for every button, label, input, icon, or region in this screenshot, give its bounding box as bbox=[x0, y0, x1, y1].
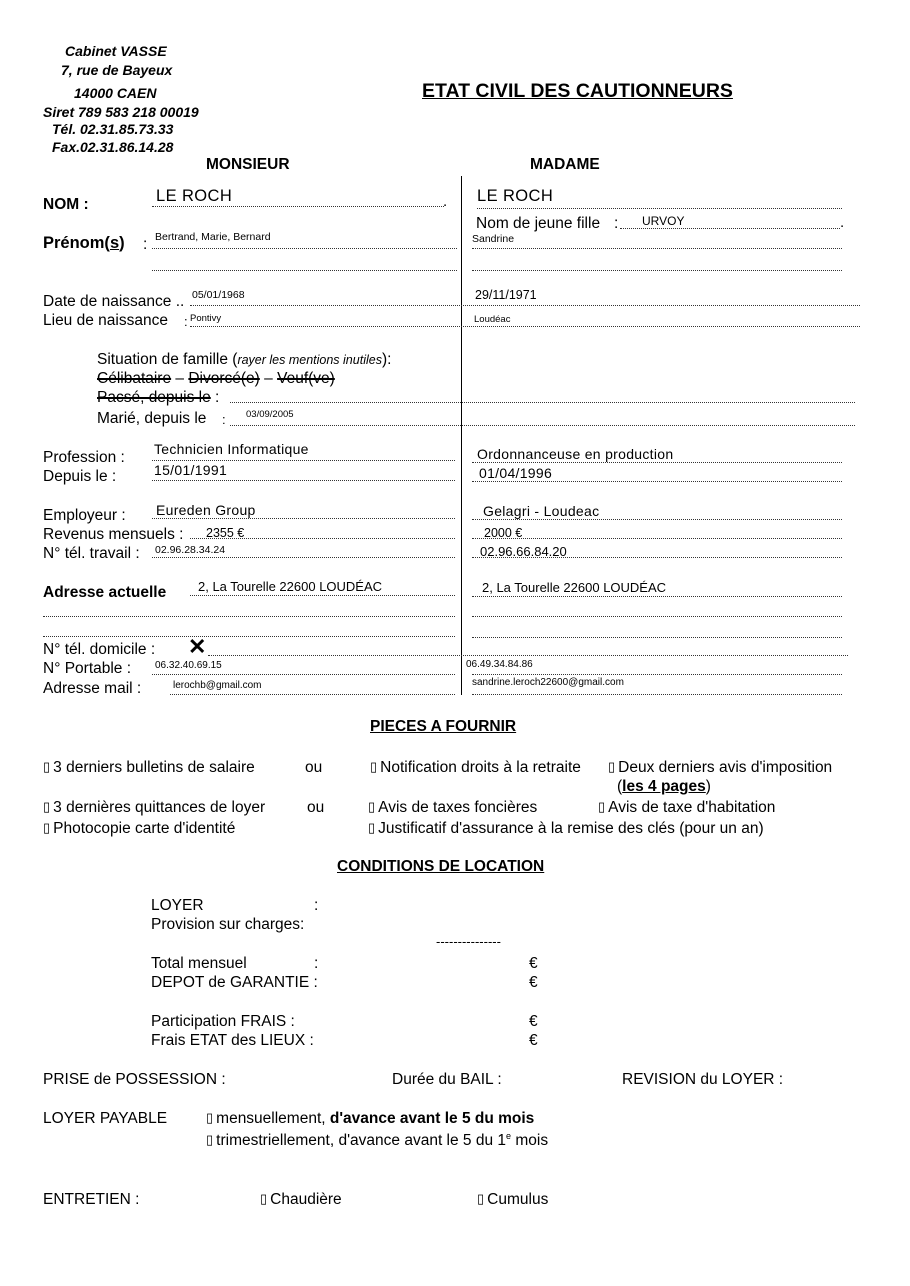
checkbox-quittances[interactable]: ▯ 3 dernières quittances de loyer bbox=[43, 799, 265, 817]
situation-options: Célibataire – Divorcé(e) – Veuf(ve) bbox=[97, 370, 335, 387]
label-tel-travail: N° tél. travail : bbox=[43, 545, 140, 562]
cabinet-street: 7, rue de Bayeux bbox=[61, 62, 173, 78]
label-participation: Participation FRAIS : bbox=[151, 1013, 295, 1030]
cabinet-city: 14000 CAEN bbox=[74, 85, 157, 101]
monsieur-profession[interactable]: Technicien Informatique bbox=[154, 441, 309, 457]
label-depot: DEPOT de GARANTIE : bbox=[151, 974, 318, 991]
label-nom-jeune-fille: Nom de jeune fille bbox=[476, 215, 601, 232]
label-employeur: Employeur : bbox=[43, 507, 126, 524]
label-adresse: Adresse actuelle bbox=[43, 584, 167, 601]
option-divorce[interactable]: Divorcé(e) bbox=[188, 370, 260, 387]
label-mail: Adresse mail : bbox=[43, 680, 142, 697]
label-loyer: LOYER bbox=[151, 897, 204, 914]
checkbox-assurance[interactable]: ▯ Justificatif d'assurance à la remise des clés (pour un an) bbox=[368, 820, 764, 838]
checkbox-habitation[interactable]: ▯ Avis de taxe d'habitation bbox=[598, 799, 775, 817]
label-marie: Marié, depuis le bbox=[97, 410, 207, 427]
label-depuis: Depuis le : bbox=[43, 468, 117, 485]
label-revenus: Revenus mensuels : bbox=[43, 526, 184, 543]
monsieur-date-naissance[interactable]: 05/01/1968 bbox=[192, 289, 245, 301]
pieces-title: PIECES A FOURNIR bbox=[370, 718, 517, 735]
monsieur-revenus[interactable]: 2355 € bbox=[206, 526, 245, 540]
madame-adresse[interactable]: 2, La Tourelle 22600 LOUDÉAC bbox=[482, 580, 667, 595]
checkbox-foncieres[interactable]: ▯ Avis de taxes foncières bbox=[368, 799, 537, 817]
madame-nom-jeune-fille[interactable]: URVOY bbox=[642, 214, 685, 228]
monsieur-marie-depuis[interactable]: 03/09/2005 bbox=[246, 409, 294, 420]
madame-tel-travail[interactable]: 02.96.66.84.20 bbox=[480, 544, 567, 559]
madame-portable[interactable]: 06.49.34.84.86 bbox=[466, 659, 533, 670]
column-monsieur: MONSIEUR bbox=[206, 156, 290, 173]
label-loyer-payable: LOYER PAYABLE bbox=[43, 1110, 168, 1127]
cabinet-fax: Fax.02.31.86.14.28 bbox=[52, 139, 174, 155]
label-date-naissance: Date de naissance .. bbox=[43, 293, 185, 310]
option-pacse: Pacsé, depuis le : bbox=[97, 389, 220, 406]
label-total: Total mensuel bbox=[151, 955, 247, 972]
monsieur-adresse[interactable]: 2, La Tourelle 22600 LOUDÉAC bbox=[198, 579, 383, 594]
label-lieu-naissance: Lieu de naissance bbox=[43, 312, 168, 329]
madame-profession[interactable]: Ordonnanceuse en production bbox=[477, 446, 674, 462]
label-revision: REVISION du LOYER : bbox=[622, 1071, 784, 1088]
label-entretien: ENTRETIEN : bbox=[43, 1191, 140, 1208]
cabinet-siret: Siret 789 583 218 00019 bbox=[43, 104, 199, 120]
cabinet-name: Cabinet VASSE bbox=[65, 43, 167, 59]
label-frais-etat: Frais ETAT des LIEUX : bbox=[151, 1032, 314, 1049]
nom-line-m bbox=[152, 206, 444, 207]
checkbox-cumulus[interactable]: ▯ Cumulus bbox=[477, 1191, 548, 1209]
madame-nom[interactable]: LE ROCH bbox=[477, 187, 554, 205]
monsieur-nom[interactable]: LE ROCH bbox=[156, 187, 233, 205]
checkbox-trimestriel[interactable]: ▯ trimestriellement, d'avance avant le 5 du 1e mois bbox=[206, 1131, 548, 1150]
madame-prenoms[interactable]: Sandrine bbox=[472, 233, 515, 245]
madame-lieu-naissance[interactable]: Loudéac bbox=[474, 314, 511, 325]
cabinet-tel: Tél. 02.31.85.73.33 bbox=[52, 121, 174, 137]
option-veuf[interactable]: Veuf(ve) bbox=[277, 370, 335, 387]
label-duree-bail: Durée du BAIL : bbox=[392, 1071, 502, 1088]
checkbox-imposition[interactable]: ▯ Deux derniers avis d'imposition bbox=[608, 759, 832, 777]
total-separator: --------------- bbox=[436, 934, 501, 949]
monsieur-tel-domicile-cross: ✕ bbox=[188, 634, 207, 659]
column-madame: MADAME bbox=[530, 156, 600, 173]
madame-date-naissance[interactable]: 29/11/1971 bbox=[475, 288, 537, 302]
label-tel-domicile: N° tél. domicile : bbox=[43, 641, 156, 658]
monsieur-lieu-naissance[interactable]: Pontivy bbox=[190, 313, 222, 324]
checkbox-bulletins[interactable]: ▯ 3 derniers bulletins de salaire bbox=[43, 759, 255, 777]
option-celibataire[interactable]: Célibataire bbox=[97, 370, 172, 387]
madame-mail[interactable]: sandrine.leroch22600@gmail.com bbox=[472, 677, 624, 688]
pieces-4-pages: (les 4 pages) bbox=[617, 778, 711, 795]
monsieur-prenoms[interactable]: Bertrand, Marie, Bernard bbox=[155, 231, 271, 243]
label-portable: N° Portable : bbox=[43, 660, 132, 677]
label-prenom: Prénom(s) bbox=[43, 234, 125, 252]
label-prise-possession: PRISE de POSSESSION : bbox=[43, 1071, 226, 1088]
conditions-title: CONDITIONS DE LOCATION bbox=[337, 858, 545, 875]
label-nom: NOM : bbox=[43, 196, 89, 213]
page-title: ETAT CIVIL DES CAUTIONNEURS bbox=[422, 80, 733, 102]
nom-line-f bbox=[477, 208, 842, 209]
checkbox-mensuel[interactable]: ▯ mensuellement, d'avance avant le 5 du mois bbox=[206, 1110, 534, 1128]
checkbox-chaudiere[interactable]: ▯ Chaudière bbox=[260, 1191, 342, 1209]
monsieur-mail[interactable]: lerochb@gmail.com bbox=[173, 680, 262, 691]
madame-depuis[interactable]: 01/04/1996 bbox=[479, 465, 553, 481]
monsieur-portable[interactable]: 06.32.40.69.15 bbox=[155, 660, 222, 671]
madame-employeur[interactable]: Gelagri - Loudeac bbox=[483, 503, 600, 519]
monsieur-employeur[interactable]: Eureden Group bbox=[156, 502, 256, 518]
label-profession: Profession : bbox=[43, 449, 125, 466]
label-situation-famille: Situation de famille (rayer les mentions inutiles): bbox=[97, 351, 392, 368]
monsieur-depuis[interactable]: 15/01/1991 bbox=[154, 462, 228, 478]
madame-revenus[interactable]: 2000 € bbox=[484, 526, 523, 540]
checkbox-retraite[interactable]: ▯ Notification droits à la retraite bbox=[370, 759, 581, 777]
checkbox-identite[interactable]: ▯ Photocopie carte d'identité bbox=[43, 820, 235, 838]
column-divider bbox=[461, 176, 462, 695]
label-provision: Provision sur charges: bbox=[151, 916, 305, 933]
jeune-fille-line bbox=[620, 228, 840, 229]
monsieur-tel-travail[interactable]: 02.96.28.34.24 bbox=[155, 544, 226, 556]
